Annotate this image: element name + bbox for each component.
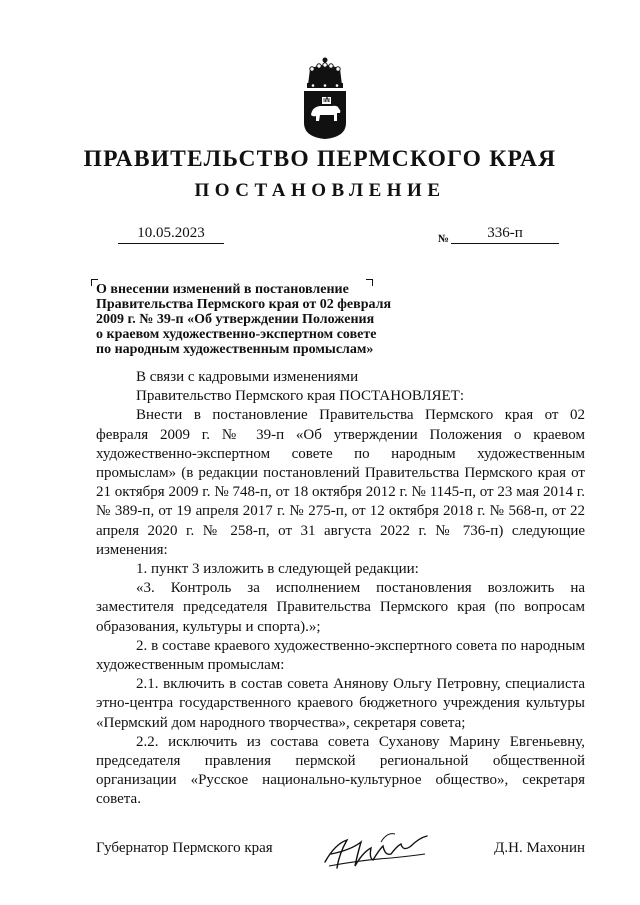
document-subject [96,282,436,357]
subject-line: 2009 г. № 39-п «Об утверждении Положения [96,312,375,327]
body-paragraph: 2.1. включить в состав совета Анянову Ольгу Петровну, специалиста этно-центра государственного краевого бюджетного учреждения культуры «Пермский дом народного творчества», секретаря совета; [96,676,585,731]
subject-line: по народным художественным промыслам» [96,342,374,357]
body-paragraph: 2. в составе краевого художественно-экспертного совета по народным художественным промыслам: [96,637,585,674]
signatory-title: Губернатор Пермского края [96,840,273,856]
body-paragraph: В связи с кадровыми изменениями [136,369,359,385]
document-type: ПОСТАНОВЛЕНИЕ [194,180,446,201]
signatory-name: Д.Н. Махонин [494,840,585,856]
body-paragraph: Правительство Пермского края ПОСТАНОВЛЯЕТ: [136,388,465,405]
coat-of-arms-icon [300,55,350,140]
subject-line: Правительства Пермского края от 02 февраля [96,297,392,312]
number-label: № [438,233,450,245]
body-paragraph: Внести в постановление Правительства Пермского края от 02 февраля 2009 г. № 39-п «Об утверждении Положения о краевом художественно-экспертном совете по народным художественным промыслам» (в редакции постановлений Правительства Пермского края от 21 октября 2009 г. № 748-п, от 18 октября 2012 г. № 1145-п, от 23 мая 2014 г. № 389-п, от 19 апреля 2017 г. № 275-п, от 12 октября 2018 г. № 568-п, от 22 апреля 2020 г. № 258-п, от 31 августа 2022 г. № 736-п) следующие изменения: [96,407,585,558]
document-body [96,368,585,810]
subject-line: О внесении изменений в постановление [96,282,349,297]
handwritten-signature [321,824,431,872]
body-paragraph: 2.2. исключить из состава совета Суханову Марину Евгеньевну, председателя правления пермской региональной общественной организации «Русское национально-культурное общество», секретаря совета. [96,733,585,808]
government-title: ПРАВИТЕЛЬСТВО ПЕРМСКОГО КРАЯ [83,146,557,172]
signature-block [96,838,585,868]
subject-line: о краевом художественно-экспертном совете [96,327,377,342]
document-number: 336-п [451,225,559,244]
body-paragraph: «3. Контроль за исполнением постановления возложить на заместителя председателя Правительства Пермского края (по вопросам образования, культуры и спорта).»; [96,580,585,635]
body-paragraph: 1. пункт 3 изложить в следующей редакции: [136,561,419,578]
document-date: 10.05.2023 [118,225,224,244]
